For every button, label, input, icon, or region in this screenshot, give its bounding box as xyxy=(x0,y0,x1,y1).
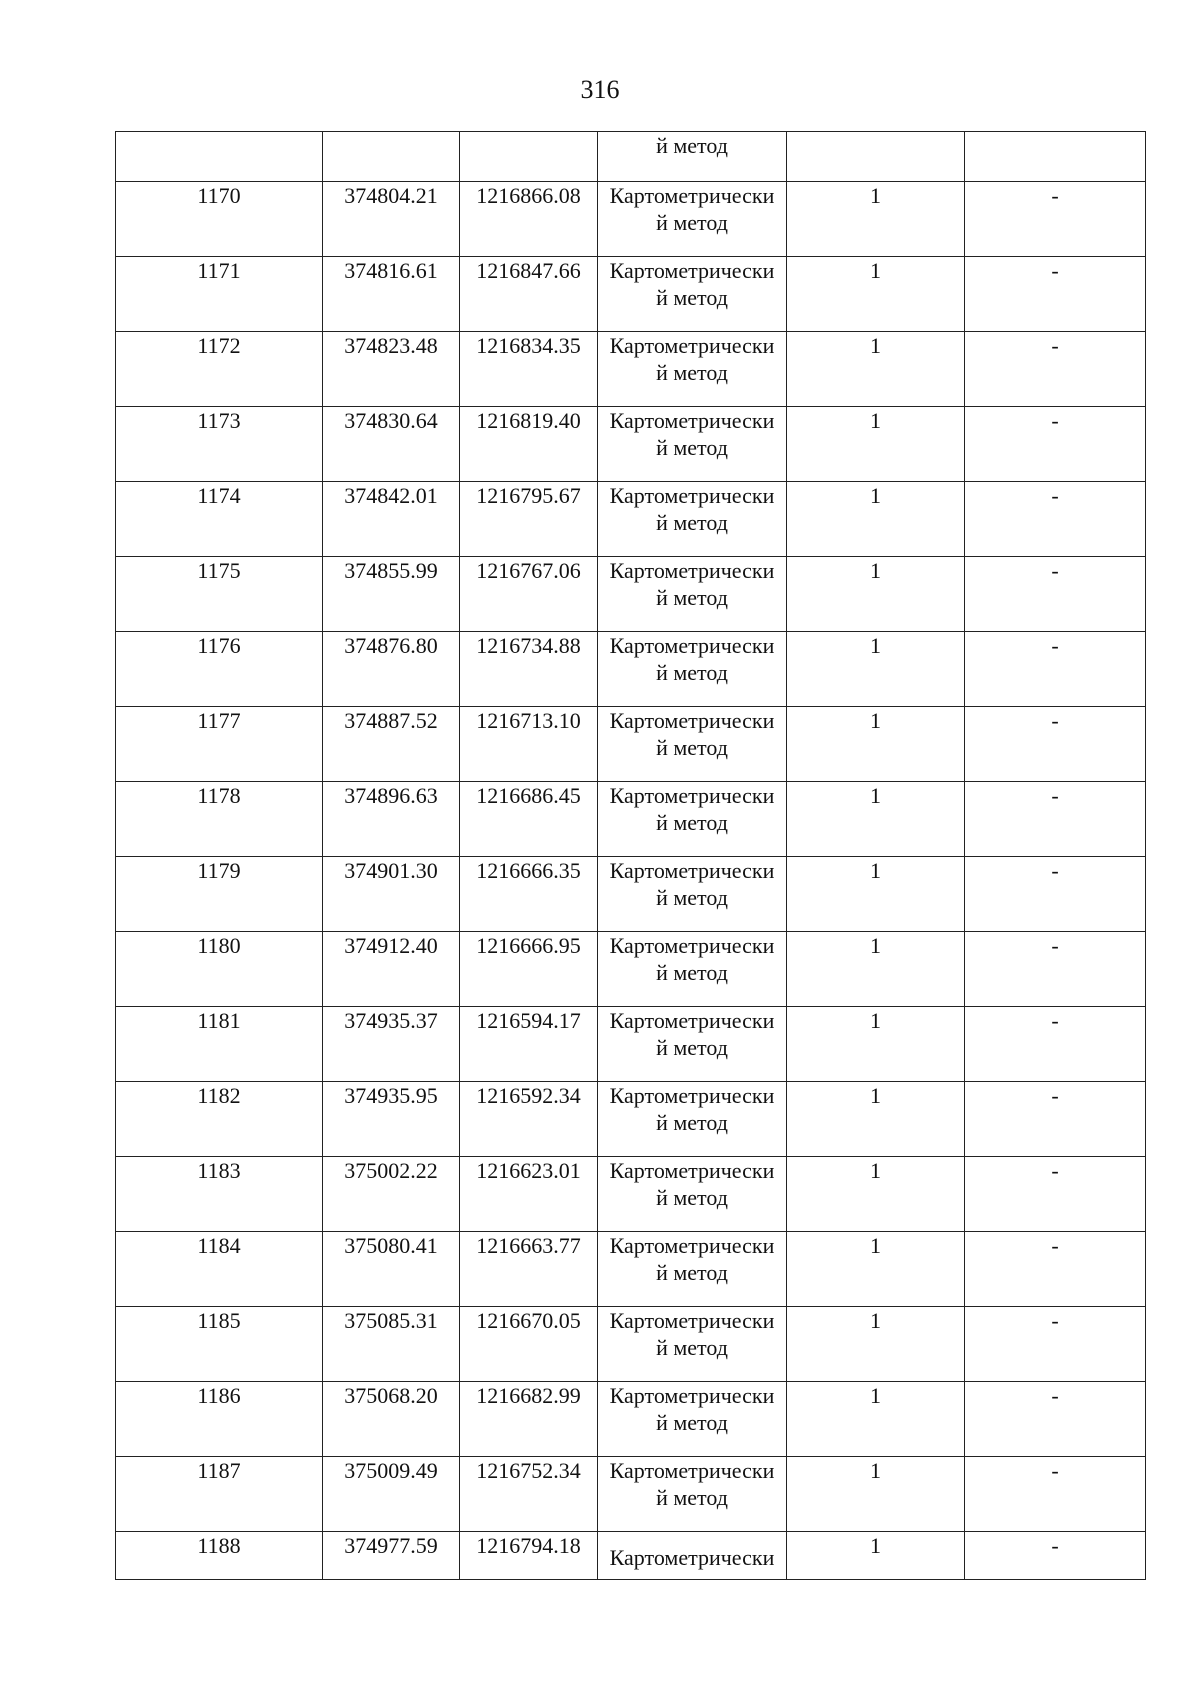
table-row xyxy=(116,632,1146,707)
table-row xyxy=(116,407,1146,482)
cell-method xyxy=(598,407,787,482)
cell-point-id: 1188 xyxy=(116,1532,323,1580)
table-row xyxy=(116,857,1146,932)
cell-method xyxy=(598,132,787,182)
cell-point-id: 1171 xyxy=(116,257,323,332)
table-row xyxy=(116,1232,1146,1307)
method-text: Картометрически xyxy=(609,183,775,208)
cell-point-id: 1174 xyxy=(116,482,323,557)
cell-note: - xyxy=(965,407,1146,482)
cell-y: 1216794.18 xyxy=(460,1532,598,1580)
cell-point-id: 1182 xyxy=(116,1082,323,1157)
cell-x: 374830.64 xyxy=(323,407,460,482)
cell-method xyxy=(598,932,787,1007)
method-text: й метод xyxy=(656,960,728,985)
method-text: й метод xyxy=(656,435,728,460)
method-text: Картометрически xyxy=(609,483,775,508)
method-text: Картометрически xyxy=(609,1233,775,1258)
cell-method xyxy=(598,1157,787,1232)
cell-accuracy: 1 xyxy=(787,482,965,557)
cell-method xyxy=(598,632,787,707)
cell-x: 374804.21 xyxy=(323,182,460,257)
cell-x: 374816.61 xyxy=(323,257,460,332)
table-row xyxy=(116,332,1146,407)
cell-point-id: 1175 xyxy=(116,557,323,632)
cell-accuracy: 1 xyxy=(787,557,965,632)
method-text: Картометрически xyxy=(609,1383,775,1408)
cell-y: 1216663.77 xyxy=(460,1232,598,1307)
table-row xyxy=(116,482,1146,557)
cell-point-id: 1172 xyxy=(116,332,323,407)
cell-x: 375002.22 xyxy=(323,1157,460,1232)
method-text: Картометрически xyxy=(609,933,775,958)
table-row xyxy=(116,707,1146,782)
cell-accuracy: 1 xyxy=(787,332,965,407)
cell-note: - xyxy=(965,557,1146,632)
cell-note: - xyxy=(965,1007,1146,1082)
cell-note: - xyxy=(965,1382,1146,1457)
cell-y: 1216623.01 xyxy=(460,1157,598,1232)
cell-note: - xyxy=(965,257,1146,332)
cell-note: - xyxy=(965,482,1146,557)
cell-accuracy: 1 xyxy=(787,1307,965,1382)
method-text: Картометрически xyxy=(609,558,775,583)
cell-method xyxy=(598,782,787,857)
method-text: й метод xyxy=(656,585,728,610)
cell-y: 1216670.05 xyxy=(460,1307,598,1382)
cell-method xyxy=(598,1082,787,1157)
table-row xyxy=(116,257,1146,332)
cell-method xyxy=(598,707,787,782)
cell-method xyxy=(598,557,787,632)
cell-y: 1216795.67 xyxy=(460,482,598,557)
cell-accuracy: 1 xyxy=(787,1082,965,1157)
cell-accuracy: 1 xyxy=(787,1157,965,1232)
cell-note: - xyxy=(965,932,1146,1007)
cell-y: 1216847.66 xyxy=(460,257,598,332)
cell-point-id: 1177 xyxy=(116,707,323,782)
cell-x: 374977.59 xyxy=(323,1532,460,1580)
cell-accuracy: 1 xyxy=(787,632,965,707)
table-row xyxy=(116,1007,1146,1082)
cell-x: 374896.63 xyxy=(323,782,460,857)
table-row xyxy=(116,1382,1146,1457)
cell-note: - xyxy=(965,1157,1146,1232)
cell-note: - xyxy=(965,182,1146,257)
cell-x: 374823.48 xyxy=(323,332,460,407)
method-text: й метод xyxy=(656,1185,728,1210)
cell-x: 375080.41 xyxy=(323,1232,460,1307)
cell-note: - xyxy=(965,782,1146,857)
cell-method xyxy=(598,1232,787,1307)
table-row xyxy=(116,932,1146,1007)
method-text: Картометрически xyxy=(609,1458,775,1483)
cell-method xyxy=(598,332,787,407)
method-text: Картометрически xyxy=(609,1158,775,1183)
cell-point-id: 1184 xyxy=(116,1232,323,1307)
cell-note: - xyxy=(965,332,1146,407)
cell-accuracy: 1 xyxy=(787,257,965,332)
cell-y: 1216752.34 xyxy=(460,1457,598,1532)
cell-y: 1216834.35 xyxy=(460,332,598,407)
method-text: й метод xyxy=(656,1035,728,1060)
cell-accuracy: 1 xyxy=(787,932,965,1007)
method-text: й метод xyxy=(656,1110,728,1135)
cell-y: 1216819.40 xyxy=(460,407,598,482)
method-text: й метод xyxy=(656,285,728,310)
method-text: Картометрически xyxy=(609,783,775,808)
cell-method xyxy=(598,257,787,332)
method-text: й метод xyxy=(656,1410,728,1435)
cell-accuracy: 1 xyxy=(787,1382,965,1457)
cell-y xyxy=(460,132,598,182)
cell-x xyxy=(323,132,460,182)
cell-x: 375085.31 xyxy=(323,1307,460,1382)
method-text: й метод xyxy=(656,1485,728,1510)
table-row xyxy=(116,782,1146,857)
cell-y: 1216767.06 xyxy=(460,557,598,632)
cell-accuracy: 1 xyxy=(787,182,965,257)
method-text: Картометрически xyxy=(609,1008,775,1033)
cell-point-id: 1179 xyxy=(116,857,323,932)
cell-accuracy: 1 xyxy=(787,1457,965,1532)
method-text: Картометрически xyxy=(609,1308,775,1333)
cell-point-id: 1176 xyxy=(116,632,323,707)
cell-accuracy xyxy=(787,132,965,182)
method-text: й метод xyxy=(656,810,728,835)
cell-note: - xyxy=(965,1457,1146,1532)
cell-method xyxy=(598,1532,787,1580)
cell-note: - xyxy=(965,1307,1146,1382)
coordinates-table xyxy=(115,131,1146,1580)
cell-y: 1216682.99 xyxy=(460,1382,598,1457)
cell-note: - xyxy=(965,1082,1146,1157)
cell-point-id: 1180 xyxy=(116,932,323,1007)
page-number: 316 xyxy=(580,75,620,104)
cell-point-id: 1181 xyxy=(116,1007,323,1082)
cell-note: - xyxy=(965,1532,1146,1580)
method-text: й метод xyxy=(656,1260,728,1285)
method-text: Картометрически xyxy=(609,258,775,283)
method-text: й метод xyxy=(656,133,728,158)
cell-x: 375009.49 xyxy=(323,1457,460,1532)
cell-y: 1216666.35 xyxy=(460,857,598,932)
method-text: Картометрически xyxy=(609,633,775,658)
method-text: Картометрически xyxy=(609,858,775,883)
method-text: й метод xyxy=(656,735,728,760)
method-text: Картометрически xyxy=(609,408,775,433)
method-text: Картометрически xyxy=(609,1545,775,1570)
cell-x: 374887.52 xyxy=(323,707,460,782)
cell-method xyxy=(598,482,787,557)
cell-accuracy: 1 xyxy=(787,707,965,782)
cell-accuracy: 1 xyxy=(787,1232,965,1307)
method-text: й метод xyxy=(656,210,728,235)
method-text: й метод xyxy=(656,510,728,535)
cell-method xyxy=(598,1457,787,1532)
table-row xyxy=(116,1457,1146,1532)
cell-y: 1216594.17 xyxy=(460,1007,598,1082)
cell-point-id: 1173 xyxy=(116,407,323,482)
method-text: й метод xyxy=(656,1335,728,1360)
cell-method xyxy=(598,1307,787,1382)
cell-point-id xyxy=(116,132,323,182)
continuation-row xyxy=(116,132,1146,182)
cell-method xyxy=(598,1382,787,1457)
method-text: Картометрически xyxy=(609,333,775,358)
cell-x: 374935.95 xyxy=(323,1082,460,1157)
cell-accuracy: 1 xyxy=(787,782,965,857)
cell-x: 374935.37 xyxy=(323,1007,460,1082)
cell-point-id: 1183 xyxy=(116,1157,323,1232)
cell-point-id: 1185 xyxy=(116,1307,323,1382)
cell-point-id: 1170 xyxy=(116,182,323,257)
cell-method xyxy=(598,857,787,932)
cell-accuracy: 1 xyxy=(787,857,965,932)
table-body xyxy=(116,132,1146,1580)
cell-note: - xyxy=(965,1232,1146,1307)
method-text: й метод xyxy=(656,885,728,910)
cell-accuracy: 1 xyxy=(787,1007,965,1082)
cell-point-id: 1186 xyxy=(116,1382,323,1457)
cell-x: 374842.01 xyxy=(323,482,460,557)
cell-x: 375068.20 xyxy=(323,1382,460,1457)
cell-accuracy: 1 xyxy=(787,1532,965,1580)
cell-y: 1216734.88 xyxy=(460,632,598,707)
cell-y: 1216592.34 xyxy=(460,1082,598,1157)
cell-note xyxy=(965,132,1146,182)
table-row xyxy=(116,182,1146,257)
method-text: Картометрически xyxy=(609,708,775,733)
cell-note: - xyxy=(965,632,1146,707)
table-row xyxy=(116,1532,1146,1580)
method-text: й метод xyxy=(656,660,728,685)
method-text: Картометрически xyxy=(609,1083,775,1108)
cell-accuracy: 1 xyxy=(787,407,965,482)
method-text: й метод xyxy=(656,360,728,385)
cell-y: 1216686.45 xyxy=(460,782,598,857)
cell-point-id: 1178 xyxy=(116,782,323,857)
table-row xyxy=(116,557,1146,632)
cell-y: 1216866.08 xyxy=(460,182,598,257)
cell-x: 374855.99 xyxy=(323,557,460,632)
table-row xyxy=(116,1307,1146,1382)
cell-y: 1216713.10 xyxy=(460,707,598,782)
table-row xyxy=(116,1157,1146,1232)
cell-point-id: 1187 xyxy=(116,1457,323,1532)
cell-x: 374901.30 xyxy=(323,857,460,932)
table-row xyxy=(116,1082,1146,1157)
cell-note: - xyxy=(965,857,1146,932)
cell-method xyxy=(598,1007,787,1082)
cell-y: 1216666.95 xyxy=(460,932,598,1007)
cell-x: 374912.40 xyxy=(323,932,460,1007)
cell-x: 374876.80 xyxy=(323,632,460,707)
cell-method xyxy=(598,182,787,257)
cell-note: - xyxy=(965,707,1146,782)
